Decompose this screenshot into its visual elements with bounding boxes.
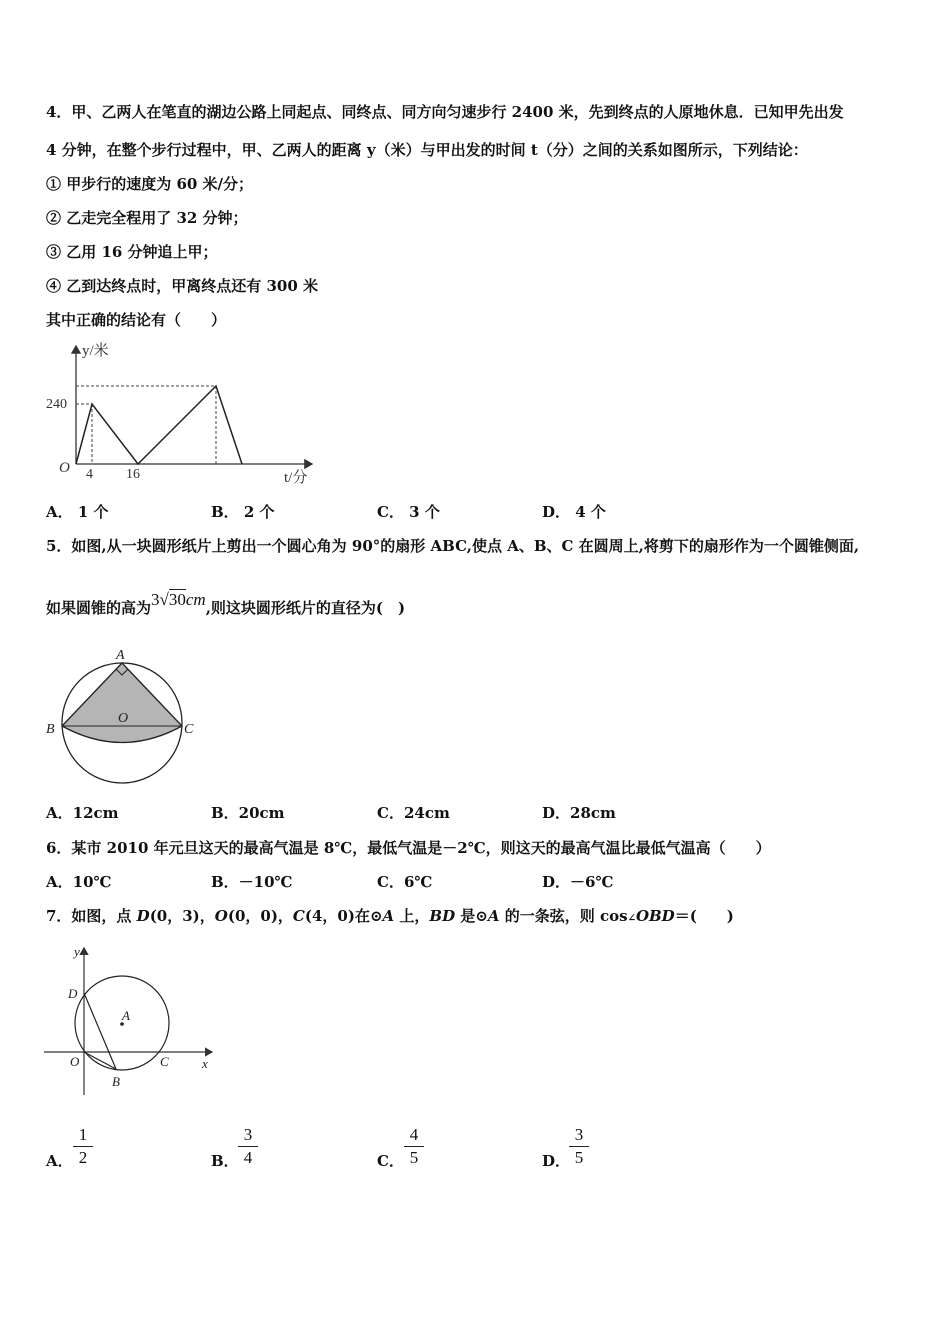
q7-label-a: A bbox=[122, 1008, 130, 1023]
q5-stem-post: ,则这块圆形纸片的直径为( ) bbox=[205, 599, 406, 617]
q4-x-tick-16: 16 bbox=[126, 467, 140, 482]
q5-label-o: O bbox=[118, 711, 129, 726]
q4-origin-label: O bbox=[59, 460, 70, 476]
q4-stem-line2: 4 分钟，在整个步行过程中，甲、乙两人的距离 y（米）与甲出发的时间 t（分）之间的关系如图所示，下列结论： bbox=[46, 141, 808, 159]
q5-option-d[interactable]: D．28cm bbox=[542, 804, 616, 822]
q4-y-label: y/米 bbox=[82, 343, 109, 359]
q7-option-a-fraction[interactable]: 1 2 bbox=[73, 1125, 93, 1168]
q5-height-expression: 3√30cm bbox=[151, 590, 206, 609]
q4-x-label: t/分 bbox=[284, 470, 308, 486]
q5-option-b[interactable]: B．20cm bbox=[211, 804, 285, 822]
q4-distance-line bbox=[76, 386, 242, 464]
q7-stem: 7．如图，点 D(0，3)，O(0，0)，C(4，0)在⊙A 上，BD 是⊙A 的一条弦，则 cos∠OBD＝( ) bbox=[46, 907, 734, 925]
q5-stem-pre: 如果圆锥的高为 bbox=[46, 599, 152, 617]
q4-stem-line1: 4．甲、乙两人在笔直的湖边公路上同起点、同终点、同方向匀速步行 2400 米，先到终点的人原地休息．已知甲先出发 bbox=[46, 103, 844, 121]
q5-stem-line2 bbox=[46, 590, 406, 618]
q4-x-tick-4: 4 bbox=[86, 467, 93, 482]
q7-option-d-fraction[interactable]: 3 5 bbox=[569, 1125, 589, 1168]
q7-option-c-label[interactable]: C． bbox=[377, 1152, 404, 1170]
q7-circle-figure bbox=[40, 940, 220, 1095]
q7-label-y: y bbox=[74, 944, 80, 959]
q7-option-b-label[interactable]: B． bbox=[211, 1152, 239, 1170]
q6-stem: 6．某市 2010 年元旦这天的最高气温是 8℃，最低气温是－2℃，则这天的最高气温比最低气温高（ ） bbox=[46, 839, 771, 857]
q6-option-c[interactable]: C．6℃ bbox=[377, 873, 433, 891]
q7-option-b-fraction[interactable]: 3 4 bbox=[238, 1125, 258, 1168]
q4-prompt: 其中正确的结论有（ ） bbox=[46, 311, 227, 329]
q5-option-c[interactable]: C．24cm bbox=[377, 804, 450, 822]
q4-statement-4: ④ 乙到达终点时，甲离终点还有 300 米 bbox=[46, 277, 318, 295]
q7-option-c-fraction[interactable]: 4 5 bbox=[404, 1125, 424, 1168]
q7-label-b: B bbox=[112, 1074, 120, 1089]
q4-statement-1: ① 甲步行的速度为 60 米/分； bbox=[46, 175, 254, 193]
q7-segment-ob bbox=[84, 1052, 116, 1069]
q5-stem-line1: 5．如图,从一块圆形纸片上剪出一个圆心角为 90°的扇形 ABC,使点 A、B、C 在圆周上,将剪下的扇形作为一个圆锥侧面, bbox=[46, 537, 860, 555]
q7-label-o: O bbox=[70, 1054, 80, 1069]
q7-option-a-label[interactable]: A． bbox=[46, 1152, 73, 1170]
q7-label-d: D bbox=[68, 986, 78, 1001]
q6-option-b[interactable]: B．－10℃ bbox=[211, 873, 293, 891]
q5-label-a: A bbox=[116, 648, 125, 663]
q4-option-c[interactable]: C． 3 个 bbox=[377, 503, 440, 521]
q4-option-b[interactable]: B． 2 个 bbox=[211, 503, 275, 521]
q4-distance-graph bbox=[44, 338, 324, 488]
q7-label-c: C bbox=[160, 1054, 169, 1069]
q7-option-d-label[interactable]: D． bbox=[542, 1152, 571, 1170]
q4-statement-3: ③ 乙用 16 分钟追上甲； bbox=[46, 243, 218, 261]
q4-option-a[interactable]: A． 1 个 bbox=[46, 503, 109, 521]
q7-chord-bd bbox=[84, 993, 116, 1069]
q5-sector-figure bbox=[40, 645, 210, 790]
q4-statement-2: ② 乙走完全程用了 32 分钟； bbox=[46, 209, 248, 227]
q5-option-a[interactable]: A．12cm bbox=[46, 804, 119, 822]
q6-option-d[interactable]: D．－6℃ bbox=[542, 873, 614, 891]
q7-label-x: x bbox=[202, 1056, 208, 1071]
q4-option-d[interactable]: D． 4 个 bbox=[542, 503, 606, 521]
q5-label-b: B bbox=[46, 722, 55, 737]
q5-label-c: C bbox=[184, 722, 194, 737]
q4-y-tick-240: 240 bbox=[46, 397, 67, 412]
q6-option-a[interactable]: A．10℃ bbox=[46, 873, 112, 891]
